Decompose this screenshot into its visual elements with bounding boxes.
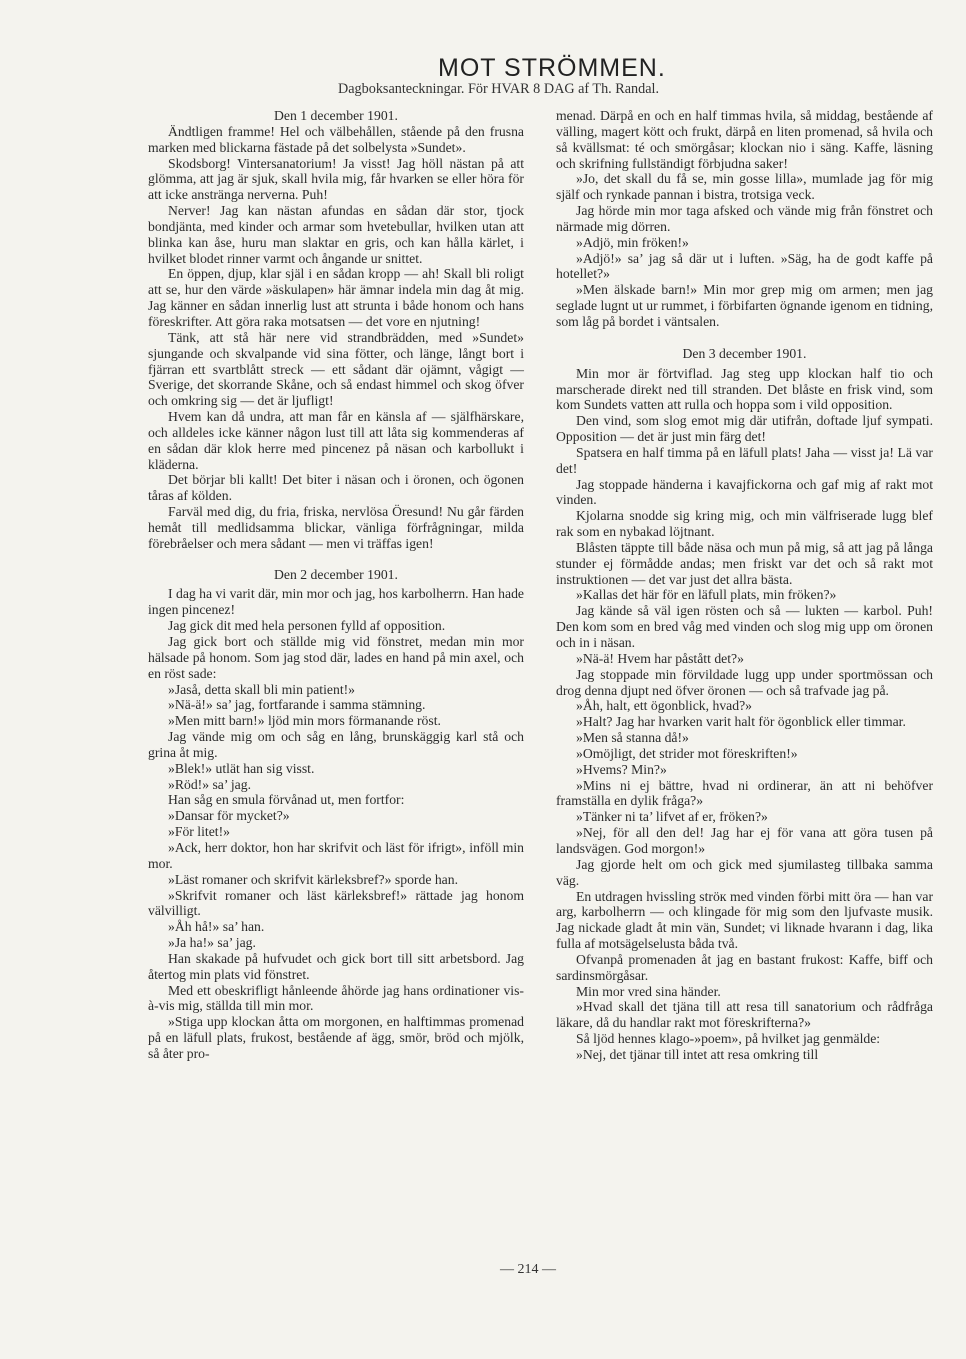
paragraph: »Adjö, min fröken!» [576, 234, 689, 250]
paragraph: »Men så stanna då!» [576, 730, 689, 746]
paragraph: Han skakade på hufvudet och gick bort till sitt arbetsbord. Jag återtog min plats vid fönstret. [148, 950, 524, 982]
paragraph: Den vind, som slog emot mig där utifrån, doftade ljuf sympati. Opposition — det är just min färg det! [556, 413, 933, 445]
paragraph: Ändtligen framme! Hel och välbehållen, stående på den frusna marken med blickarna fästade på det solbelysta »Sundet». [148, 123, 524, 155]
paragraph: »Hvems? Min?» [576, 761, 667, 777]
paragraph: »Jo, det skall du få se, min gosse lilla», mumlade jag för mig själf och rynkade pannan i bistra, trotsiga veck. [556, 171, 933, 203]
paragraph: »Mins ni ej bättre, hvad ni ordinerar, än att ni behöfver framställa en dylik fråga?» [556, 777, 933, 809]
paragraph: Jag vände mig om och såg en lång, brunskäggig karl stå och grina åt mig. [148, 729, 524, 760]
paragraph: Min mor vred sina händer. [576, 983, 721, 999]
paragraph: »Omöjligt, det strider mot föreskriften!» [576, 745, 798, 761]
paragraph: Jag gick dit med hela personen fylld af opposition. [168, 618, 446, 634]
page-number: — 214 — [500, 1262, 556, 1277]
paragraph: »Dansar för mycket?» [168, 808, 290, 824]
paragraph: Hvem kan då undra, att man får en känsla af — själfhärskare, och alldeles icke känner någon lust till att låta sig kommenderas af en sådan där klok herre med pincenez på näsan och karbollukt i kläderna. [148, 409, 524, 472]
paragraph: »Jaså, detta skall bli min patient!» [168, 681, 356, 697]
paragraph: »Kallas det här för en läfull plats, min fröken?» [576, 587, 837, 603]
paragraph: Jag hörde min mor taga afsked och vände mig från fönstret och närmade mig dörren. [556, 203, 933, 234]
paragraph: »Halt? Jag har hvarken varit halt för ögonblick eller timmar. [576, 714, 906, 730]
paragraph: »Ack, herr doktor, hon har skrifvit och läst för ifrigt», inföll min mor. [148, 839, 524, 871]
entry-date: Den 2 december 1901. [274, 566, 398, 582]
article-subtitle: Dagboksanteckningar. För HVAR 8 DAG af Th. Randal. [338, 81, 660, 97]
paragraph: Skodsborg! Vintersanatorium! Ja visst! Jag höll nästan på att glömma, att jag är sjuk, skall hvila mig, får hvarken se eller höra för att icke anstränga nerverna. Puh! [148, 155, 524, 203]
paragraph: »Läst romaner och skrifvit kärleksbref?» sporde han. [168, 871, 458, 887]
paragraph: »Röd!» sa’ jag. [168, 776, 251, 792]
paragraph: »Tänker ni ta’ lifvet af er, fröken?» [576, 809, 768, 825]
paragraph: »Blek!» utlät han sig visst. [168, 760, 315, 776]
paragraph: Det börjar bli kallt! Det biter i näsan och i öronen, och ögonen tåras af kölden. [148, 472, 524, 504]
paragraph: »Men älskade barn!» Min mor grep mig om armen; men jag seglade lugnt ut ur rummet, i förbifarten ögnande igenom en tidning, som låg på bordet i väntsalen. [556, 282, 933, 329]
paragraph: En utdragen hvissling ströк med vinden förbi mitt öra — han var arg, karbolherrn — och klingade för mig som den ljufvaste musik. Jag nickade gladt åt min vän, Sundet; vi liknade hvarann i dag, lika fulla af motsägelselusta båda två. [556, 888, 933, 952]
paragraph: Min mor är förtviflad. Jag steg upp klockan half tio och marscherade direkt ned till stranden. Det blåste en frisk vind, som kom Sundets vatten att rulla och hoppa som i vild opposition. [556, 365, 933, 413]
paragraph: »Men mitt barn!» ljöd min mors förmanande röst. [168, 713, 441, 729]
paragraph: Nerver! Jag kan nästan afundas en sådan där stor, tjock bondjänta, med kinder och armar som hvetebullar, hvilken utan att blinka kan åse, huru man slaktar en gris, och kan hålla kärlet, i hvilket blodet rinner varmt och ångande ur snittet. [148, 203, 524, 266]
paragraph: Jag kände så väl igen rösten och så — lukten — karbol. Puh! Den kom som en bred våg med vinden och slog mig upp om öronen och in i näsan. [556, 603, 933, 650]
paragraph: »Adjö!» sa’ jag så där ut i luften. »Säg, ha de godt kaffe på hotellet?» [556, 250, 933, 282]
paragraph: Tänk, att stå här nere vid strandbrädden, med »Sundet» sjungande och skvalpande vid sina fötter, och länge, långt bort i fjärran ett svartblått streck — ett sådant där ojämnt, vågigt — Sverige, det skorrande Skåne, och så endast himmel och skog öfver och omkring sig — det är ljufligt! [148, 329, 524, 409]
paragraph: Ofvanpå promenaden åt jag en bastant frukost: Kaffe, biff och sardinsmörgåsar. [556, 951, 933, 983]
paragraph: »Nej, för all den del! Jag har ej för vana att göra tusen på landsvägen. God morgon!» [556, 825, 933, 856]
paragraph: Han såg en smula förvånad ut, men fortfor: [168, 792, 405, 808]
paragraph: »Nej, det tjänar till intet att resa omkring till [576, 1046, 819, 1062]
paragraph: Med ett obeskrifligt hånleende åhörde jag hans ordinationer vis-à-vis mig, ställda till min mor. [148, 982, 524, 1014]
entry-date: Den 1 december 1901. [274, 108, 398, 123]
paragraph: menad. Därpå en och en half timmas hvila, så middag, bestående af välling, magert kött och frukt, därpå en liten promenad, så hvila och så kvällsmat: té och smörgåsar; klockan nio i säng. Kaffe, läsning och skrifning fullständigt förbjudna saker! [556, 108, 933, 171]
paragraph: »Skrifvit romaner och läst kärleksbref!» rättade jag honom välvilligt. [148, 887, 524, 919]
paragraph: »Hvad skall det tjäna till att resa till sanatorium och rådfråga läkare, då du handlar rakt mot föreskrifterna?» [556, 999, 933, 1031]
paragraph: Jag gjorde helt om och gick med sjumilasteg tillbaka samma väg. [556, 856, 933, 888]
left-column [148, 108, 524, 1062]
paragraph: Jag stoppade min förvildade lugg upp under sportmössan och drog denna djupt ned öfver öronen — och så trafvade jag på. [556, 666, 933, 698]
paragraph: Så ljöd hennes klago-»poem», på hvilket jag genmälde: [576, 1031, 881, 1047]
article-title: MOT STRÖMMEN. [438, 54, 666, 82]
paragraph: Spatsera en half timma på en läfull plats! Jaha — visst ja! Lä var det! [556, 444, 933, 476]
paragraph: Jag gick bort och ställde mig vid fönstret, medan min mor hälsade på honom. Som jag stod där, lades en hand på min axel, och en röst sade: [148, 634, 524, 681]
paragraph: »Åh, halt, ett ögonblick, hvad?» [576, 698, 752, 714]
paragraph: »Stiga upp klockan åtta om morgonen, en halftimmas promenad på en läfull plats, frukost, bestående af ägg, smör, bröd och mjölk, så åter pro- [148, 1014, 524, 1061]
entry-date: Den 3 december 1901. [682, 345, 807, 361]
paragraph: »Åh hå!» sa’ han. [168, 919, 265, 935]
paragraph: Jag stoppade händerna i kavajfickorna och gaf mig af rakt mot vinden. [556, 476, 933, 508]
paragraph: »Ja ha!» sa’ jag. [168, 935, 256, 951]
paragraph: »Nä-ä!» sa’ jag, fortfarande i samma stämning. [168, 697, 426, 713]
paragraph: En öppen, djup, klar själ i en sådan kropp — ah! Skall bli roligt att se, hur den värde »äskulapen» här ämnar indela min dag åt mig. Jag känner en sådan innerlig lust att strunta i både honom och hans föreskrifter. Att göra raka motsatsen — det vore en njutning! [148, 266, 524, 329]
paragraph: Farväl med dig, du fria, friska, nervlösa Öresund! Nu går färden hemåt till medlidsamma blickar, vänliga förfrågningar, milda förebråelser och mera sådant — men vi träffas igen! [148, 504, 524, 551]
paragraph: »För litet!» [168, 824, 230, 840]
paragraph: »Nä-ä! Hvem har påstått det?» [576, 650, 744, 666]
paragraph: Blåsten täppte till både näsa och mun på mig, så att jag på långa stunder ej förmådde andas; men friskt var det och så rakt mot instruktionen — det var just det allra bästa. [556, 539, 933, 587]
paragraph: Kjolarna snodde sig kring mig, och min välfriserade lugg blef rak som en nybakad löjtnant. [556, 508, 933, 540]
paragraph: I dag ha vi varit där, min mor och jag, hos karbolherrn. Han hade ingen pincenez! [148, 586, 524, 618]
right-column [556, 108, 933, 1063]
